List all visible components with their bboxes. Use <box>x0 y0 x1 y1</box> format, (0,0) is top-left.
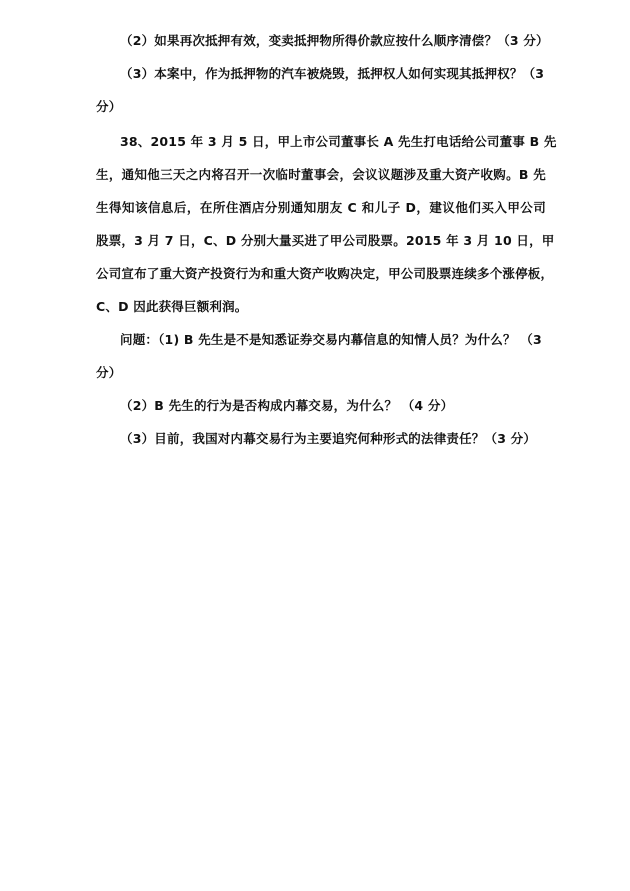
case-38-line-4: 股票，3 月 7 日，C、D 分别大量买进了甲公司股票。2015 年 3 月 10 日，甲 <box>96 233 555 248</box>
case-38-line-5: 公司宣布了重大资产投资行为和重大资产收购决定，甲公司股票连续多个涨停板， <box>96 266 554 281</box>
question-2-text: （2）如果再次抵押有效，变卖抵押物所得价款应按什么顺序清偿？（3 分） <box>120 33 549 48</box>
question-3-continuation: 分） <box>96 99 122 114</box>
question-1-continuation: 分） <box>96 365 122 380</box>
question-1-text: 问题：（1) B 先生是不是知悉证券交易内幕信息的知情人员？为什么？ （3 <box>120 332 542 347</box>
question-3-text: （3）本案中，作为抵押物的汽车被烧毁，抵押权人如何实现其抵押权？（3 <box>120 66 545 81</box>
case-38-line-3: 生得知该信息后，在所住酒店分别通知朋友 C 和儿子 D，建议他们买入甲公司 <box>96 200 546 215</box>
question-3-case-38: （3）目前，我国对内幕交易行为主要追究何种形式的法律责任？（3 分） <box>120 431 537 446</box>
case-38-line-1: 38、2015 年 3 月 5 日，甲上市公司董事长 A 先生打电话给公司董事 B 先 <box>120 134 557 149</box>
question-2-case-38: （2）B 先生的行为是否构成内幕交易，为什么？ （4 分） <box>120 398 454 413</box>
case-38-line-2: 生，通知他三天之内将召开一次临时董事会，会议议题涉及重大资产收购。B 先 <box>96 167 546 182</box>
case-38-line-6: C、D 因此获得巨额利润。 <box>96 299 248 314</box>
